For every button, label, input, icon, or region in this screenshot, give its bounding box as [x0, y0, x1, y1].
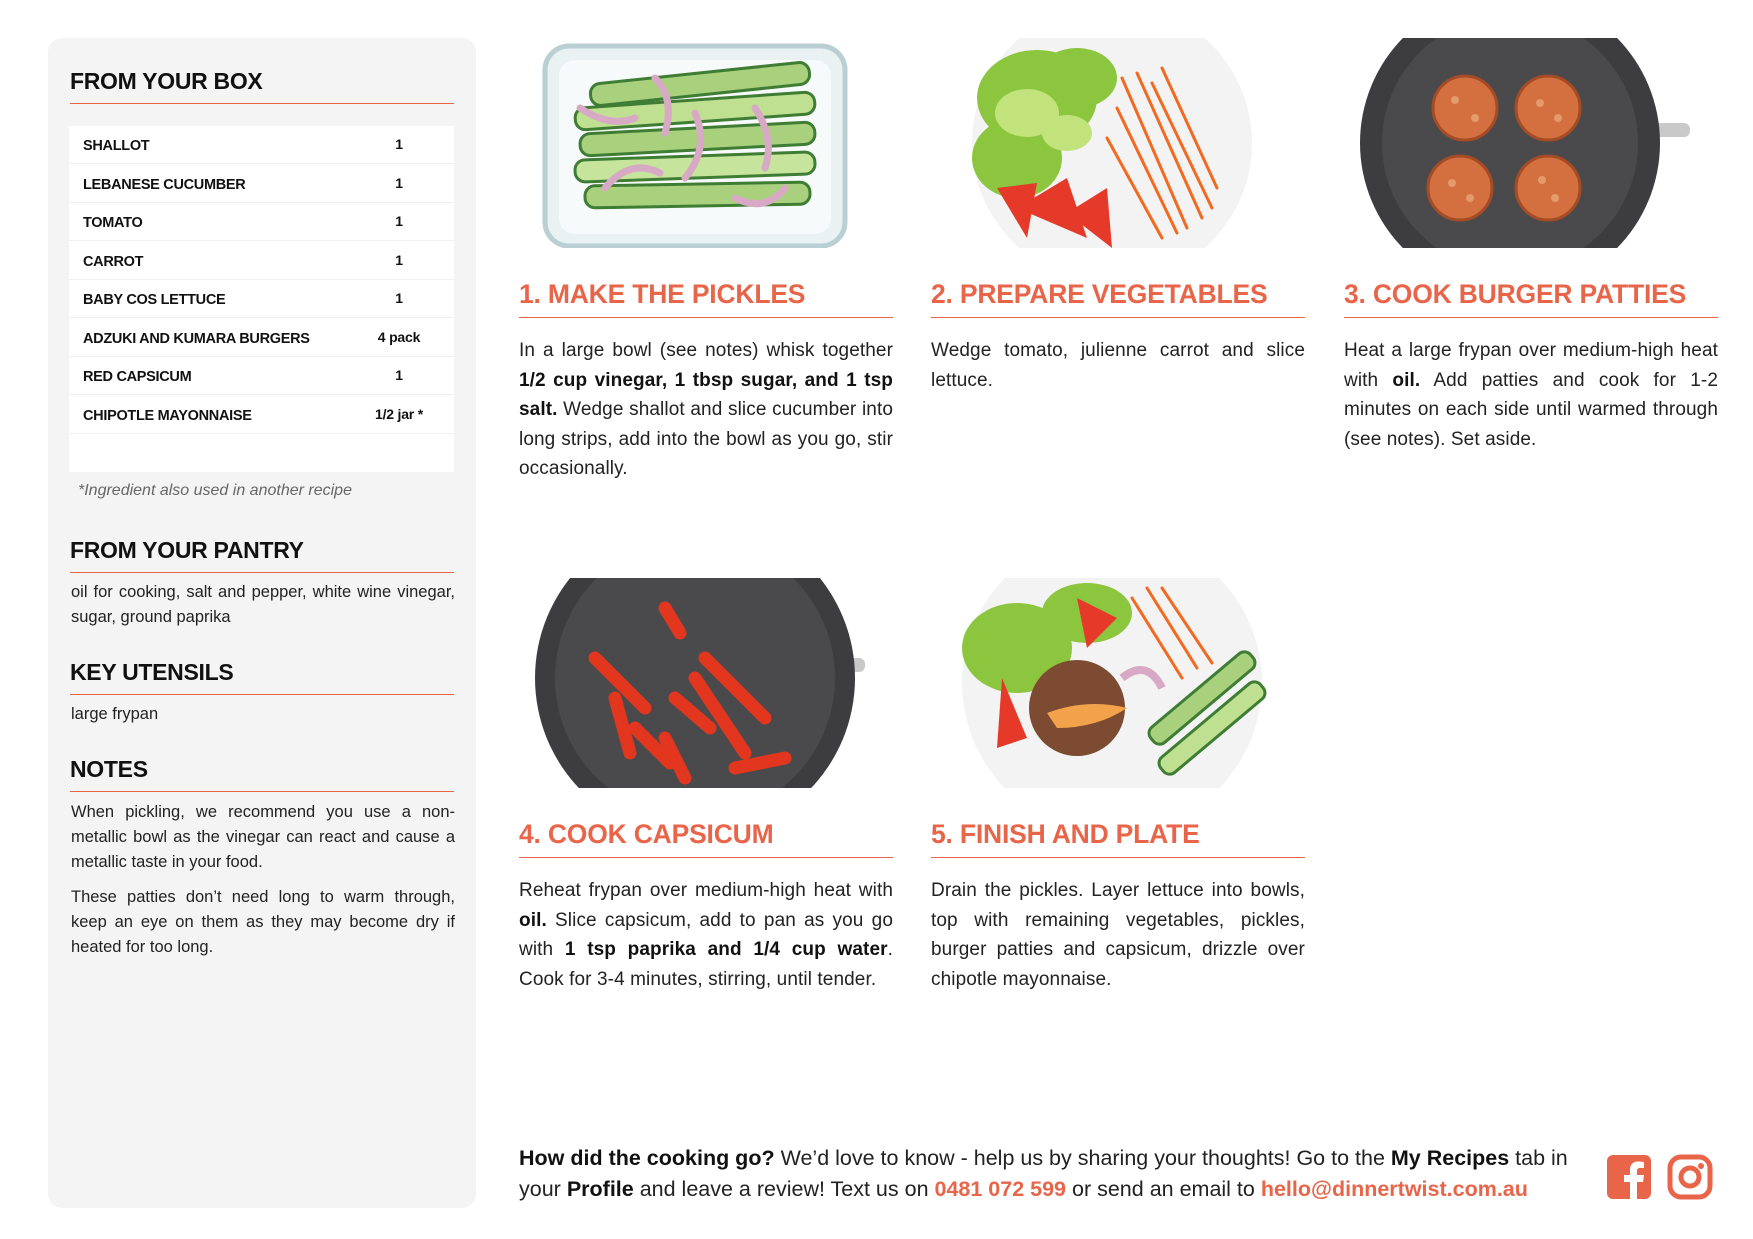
- step-5-title: 5. FINISH AND PLATE: [931, 819, 1305, 858]
- note-paragraph: When pickling, we recommend you use a non-metallic bowl as the vinegar can react and cause a metallic taste in your food.: [71, 803, 455, 871]
- ingredient-name: CHIPOTLE MAYONNAISE: [83, 407, 252, 424]
- table-row: [69, 242, 454, 280]
- sidebar: [48, 38, 476, 1208]
- step-3-title: 3. COOK BURGER PATTIES: [1344, 279, 1718, 318]
- instagram-icon[interactable]: [1666, 1153, 1714, 1201]
- ingredient-name: TOMATO: [83, 215, 143, 231]
- notes-title: NOTES: [70, 756, 454, 792]
- table-row: [69, 357, 454, 395]
- utensils-text: large frypan: [71, 705, 159, 723]
- ingredient-name: BABY COS LETTUCE: [83, 292, 226, 308]
- step-3-text: Heat a large frypan over medium-high heat with oil. Add patties and cook for 1-2 minutes on each side until warmed through (see notes). Set aside.: [1344, 340, 1718, 450]
- phone-link[interactable]: 0481 072 599: [934, 1177, 1067, 1201]
- ingredient-qty: 1: [395, 213, 403, 229]
- from-your-pantry-title: FROM YOUR PANTRY: [70, 537, 454, 573]
- ingredient-qty: 1: [395, 174, 403, 191]
- note-paragraph: These patties don’t need long to warm through, keep an eye on them as they may become dry if heated for too long.: [71, 888, 455, 956]
- ingredient-footnote: *Ingredient also used in another recipe: [78, 482, 352, 499]
- ingredient-qty: 1: [395, 251, 403, 268]
- step-2-text: Wedge tomato, julienne carrot and slice lettuce.: [931, 340, 1305, 391]
- table-row: [69, 203, 454, 241]
- step-4-text: Reheat frypan over medium-high heat with oil. Slice capsicum, add to pan as you go with 1 tsp paprika and 1/4 cup water. Cook for 3-4 minutes, stirring, until tender.: [519, 880, 893, 990]
- photo-pickles: [535, 38, 865, 248]
- ingredient-name: RED CAPSICUM: [83, 369, 192, 385]
- feedback-message: How did the cooking go? We’d love to know - help us by sharing your thoughts! Go to the My Recipes tab in your Profile and leave a review! Text us on 0481 072 599 or send an email to hello@dinnertwist.com.au: [519, 1146, 1568, 1201]
- email-link[interactable]: hello@dinnertwist.com.au: [1260, 1177, 1528, 1201]
- step-2-title: 2. PREPARE VEGETABLES: [931, 279, 1305, 318]
- ingredient-qty: 1: [395, 136, 403, 152]
- step-1-text: In a large bowl (see notes) whisk together 1/2 cup vinegar, 1 tbsp sugar, and 1 tsp salt. Wedge shallot and slice cucumber into long strips, add into the bowl as you go, stir occasionally.: [519, 340, 893, 479]
- ingredient-table: [69, 126, 454, 472]
- ingredient-name: CARROT: [83, 253, 144, 270]
- photo-capsicum: [535, 578, 865, 788]
- photo-patties: [1360, 38, 1690, 248]
- table-row: [69, 126, 454, 164]
- table-row: [69, 280, 454, 318]
- ingredient-qty: 1: [395, 367, 403, 383]
- ingredient-qty: 1/2 jar *: [374, 405, 423, 422]
- ingredient-qty: 4 pack: [377, 328, 421, 345]
- photo-plated: [947, 578, 1277, 788]
- from-your-box-title: FROM YOUR BOX: [70, 68, 454, 104]
- ingredient-name: SHALLOT: [83, 138, 150, 154]
- ingredient-name: ADZUKI AND KUMARA BURGERS: [83, 330, 310, 347]
- table-row: [69, 165, 454, 203]
- step-4-title: 4. COOK CAPSICUM: [519, 819, 893, 858]
- key-utensils-title: KEY UTENSILS: [70, 659, 454, 695]
- table-row: [69, 396, 454, 434]
- pantry-text: oil for cooking, salt and pepper, white wine vinegar, sugar, ground paprika: [71, 583, 455, 626]
- facebook-icon[interactable]: [1605, 1153, 1653, 1201]
- table-row: [69, 319, 454, 357]
- step-5-text: Drain the pickles. Layer lettuce into bowls, top with remaining vegetables, pickles, burger patties and capsicum, drizzle over chipotle mayonnaise.: [931, 880, 1305, 990]
- ingredient-name: LEBANESE CUCUMBER: [83, 176, 246, 193]
- step-1-title: 1. MAKE THE PICKLES: [519, 279, 893, 318]
- ingredient-qty: 1: [395, 290, 403, 306]
- photo-vegetables: [947, 38, 1277, 248]
